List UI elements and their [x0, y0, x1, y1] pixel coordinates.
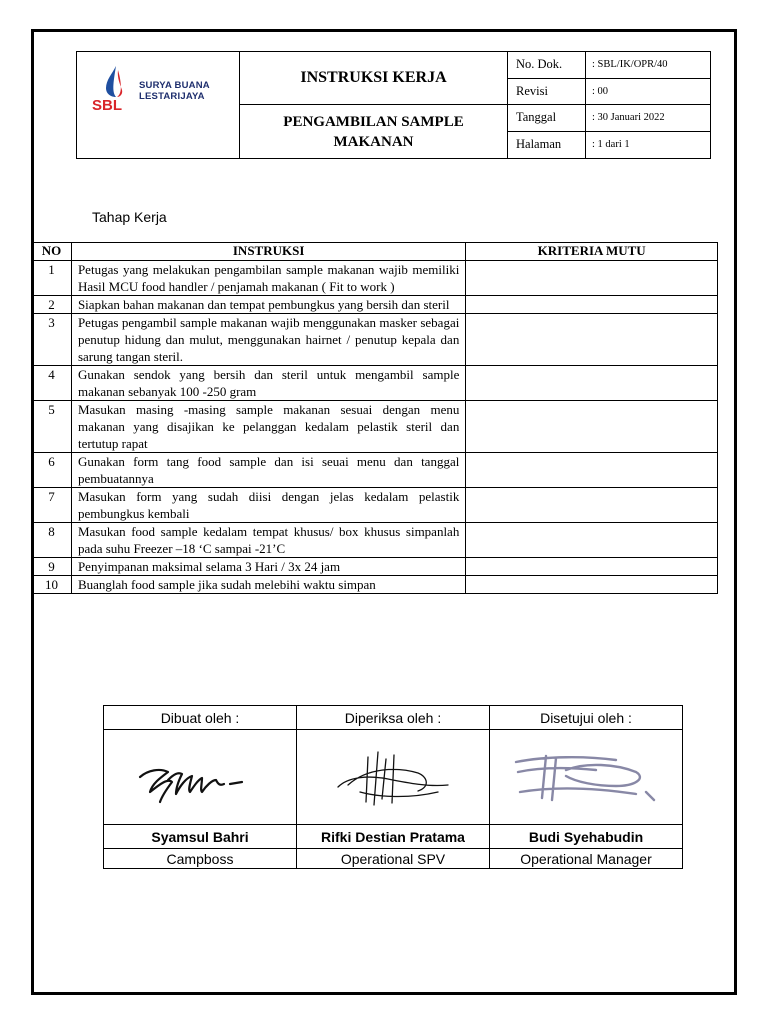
signature-cell: [297, 730, 490, 825]
row-number: 10: [32, 576, 72, 594]
table-row: [32, 261, 718, 296]
signer-name: Rifki Destian Pratama: [297, 825, 490, 849]
document-subtitle: PENGAMBILAN SAMPLE MAKANAN: [240, 105, 508, 158]
row-number: 1: [32, 261, 72, 296]
row-instruction: Masukan form yang sudah diisi dengan jelas kedalam pelastik pembungkus kembali: [71, 488, 465, 523]
row-criteria: [466, 401, 718, 453]
section-title: Tahap Kerja: [92, 209, 167, 225]
signature-table: [103, 705, 683, 869]
logo-initials: SBL: [92, 97, 122, 112]
row-criteria: [466, 488, 718, 523]
row-instruction: Buanglah food sample jika sudah melebihi waktu simpan: [71, 576, 465, 594]
row-instruction: Gunakan sendok yang bersih dan steril untuk mengambil sample makanan sebanyak 100 -250 gram: [71, 366, 465, 401]
meta-key: Revisi: [508, 79, 586, 105]
row-criteria: [466, 576, 718, 594]
signature-label-made-by: Dibuat oleh :: [104, 706, 297, 730]
row-number: 9: [32, 558, 72, 576]
signer-role: Campboss: [104, 849, 297, 869]
signer-role: Operational SPV: [297, 849, 490, 869]
row-instruction: Masukan masing -masing sample makanan sesuai dengan menu makanan yang disajikan ke pelanggan kedalam pelastik steril dan tertutup rapat: [71, 401, 465, 453]
row-number: 8: [32, 523, 72, 558]
column-header-kriteria: KRITERIA MUTU: [466, 243, 718, 261]
meta-row-page: [508, 132, 710, 159]
row-criteria: [466, 453, 718, 488]
table-row: [32, 296, 718, 314]
sbl-logo-icon: [92, 64, 134, 112]
row-criteria: [466, 366, 718, 401]
meta-row-doc-number: [508, 52, 710, 79]
meta-value: : SBL/IK/OPR/40: [592, 59, 668, 71]
row-instruction: Gunakan form tang food sample dan isi seuai menu dan tanggal pembuatannya: [71, 453, 465, 488]
row-criteria: [466, 523, 718, 558]
company-logo: [77, 52, 240, 158]
table-row: [32, 401, 718, 453]
table-row: [32, 314, 718, 366]
row-criteria: [466, 314, 718, 366]
meta-row-date: [508, 105, 710, 132]
signature-label-approved-by: Disetujui oleh :: [490, 706, 683, 730]
logo-text-line1: SURYA BUANA: [139, 80, 210, 91]
table-row: [32, 576, 718, 594]
table-row: [32, 488, 718, 523]
signature-cell: [490, 730, 683, 825]
table-row: [32, 453, 718, 488]
meta-key: No. Dok.: [508, 52, 586, 78]
row-number: 5: [32, 401, 72, 453]
row-instruction: Siapkan bahan makanan dan tempat pembungkus yang bersih dan steril: [71, 296, 465, 314]
logo-wordmark: [139, 80, 210, 102]
signature-cell: [104, 730, 297, 825]
row-number: 3: [32, 314, 72, 366]
row-instruction: Masukan food sample kedalam tempat khusus/ box khusus simpanlah pada suhu Freezer –18 ‘C sampai -21’C: [71, 523, 465, 558]
logo-text-line2: LESTARIJAYA: [139, 91, 205, 102]
handwritten-signature-icon: [506, 742, 666, 812]
meta-value: : 1 dari 1: [592, 139, 630, 151]
row-criteria: [466, 261, 718, 296]
signature-role-row: [104, 849, 683, 869]
instruction-table: [31, 242, 718, 594]
meta-key: Halaman: [508, 132, 586, 159]
meta-value: : 00: [592, 85, 609, 97]
signature-name-row: [104, 825, 683, 849]
column-header-instruksi: INSTRUKSI: [71, 243, 465, 261]
table-row: [32, 366, 718, 401]
meta-key: Tanggal: [508, 105, 586, 131]
row-number: 6: [32, 453, 72, 488]
table-row: [32, 523, 718, 558]
row-instruction: Penyimpanan maksimal selama 3 Hari / 3x 24 jam: [71, 558, 465, 576]
row-number: 7: [32, 488, 72, 523]
signature-image-row: [104, 730, 683, 825]
signature-label-row: [104, 706, 683, 730]
row-number: 4: [32, 366, 72, 401]
signature-label-checked-by: Diperiksa oleh :: [297, 706, 490, 730]
handwritten-signature-icon: [120, 742, 280, 812]
signer-role: Operational Manager: [490, 849, 683, 869]
table-row: [32, 558, 718, 576]
document-title: INSTRUKSI KERJA: [240, 52, 508, 105]
meta-row-revision: [508, 79, 710, 106]
signer-name: Syamsul Bahri: [104, 825, 297, 849]
handwritten-signature-icon: [308, 737, 478, 817]
row-criteria: [466, 558, 718, 576]
row-instruction: Petugas yang melakukan pengambilan sample makanan wajib memiliki Hasil MCU food handler / penjamah makanan ( Fit to work ): [71, 261, 465, 296]
row-instruction: Petugas pengambil sample makanan wajib menggunakan masker sebagai penutup hidung dan mulut, menggunakan hairnet / penutup kepala dan sarung tangan steril.: [71, 314, 465, 366]
signer-name: Budi Syehabudin: [490, 825, 683, 849]
row-number: 2: [32, 296, 72, 314]
table-header-row: [32, 243, 718, 261]
row-criteria: [466, 296, 718, 314]
document-header: [76, 51, 711, 159]
meta-value: : 30 Januari 2022: [592, 112, 665, 124]
column-header-no: NO: [32, 243, 72, 261]
